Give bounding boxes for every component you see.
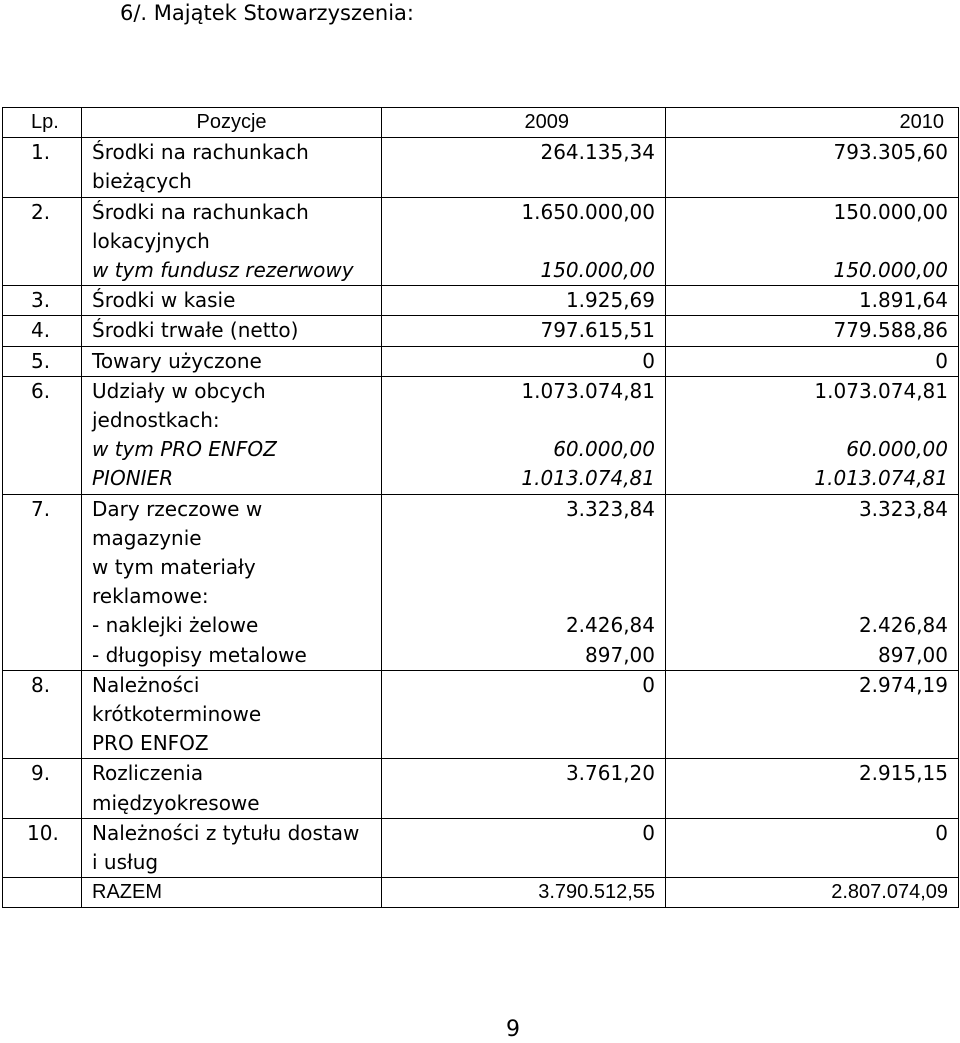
- table-row: [3, 286, 959, 316]
- position-line: reklamowe:: [92, 584, 209, 609]
- row-position: [82, 286, 382, 316]
- position-line: magazynie: [92, 525, 202, 550]
- table-row: [3, 346, 959, 376]
- table-row: [3, 670, 959, 759]
- row-lp: 10.: [3, 818, 82, 877]
- value-line: 0: [642, 672, 655, 697]
- position-line: Należności z tytułu dostaw: [92, 820, 360, 845]
- table-row: [3, 494, 959, 670]
- position-line: w tym materiały: [92, 555, 256, 580]
- value-line: 1.073.074,81: [814, 378, 948, 403]
- position-line: Środki w kasie: [92, 288, 236, 313]
- position-line: lokacyjnych: [92, 228, 210, 253]
- value-line: 150.000,00: [833, 199, 948, 224]
- value-2009: [382, 818, 666, 877]
- value-line: 793.305,60: [833, 140, 948, 165]
- value-2010: 0: [666, 346, 959, 376]
- position-line: Należności: [92, 672, 200, 697]
- total-2009: 3.790.512,55: [382, 878, 666, 908]
- row-position: [82, 138, 382, 197]
- row-position: [82, 197, 382, 286]
- value-line: 3.323,84: [858, 496, 948, 521]
- value-subline: 150.000,00: [540, 258, 655, 282]
- table-row: [3, 376, 959, 494]
- value-2009: [382, 138, 666, 197]
- row-position: [82, 346, 382, 376]
- table-row: [3, 138, 959, 197]
- table-row: [3, 316, 959, 346]
- value-subline: 2.426,84: [858, 613, 948, 638]
- value-subline: 150.000,00: [833, 258, 948, 282]
- row-position: [82, 376, 382, 494]
- value-2010: [666, 759, 959, 818]
- value-2009: [382, 494, 666, 670]
- row-position: [82, 759, 382, 818]
- table-row: [3, 197, 959, 286]
- value-line: 0: [935, 820, 948, 845]
- value-subline: 60.000,00: [553, 437, 655, 462]
- position-line: Dary rzeczowe w: [92, 496, 263, 521]
- row-lp: 6.: [3, 376, 82, 494]
- row-lp: 3.: [3, 286, 82, 316]
- position-line: i usług: [92, 850, 159, 875]
- position-line: - długopisy metalowe: [92, 642, 307, 667]
- value-line: 2.974,19: [858, 672, 948, 697]
- row-lp: 4.: [3, 316, 82, 346]
- position-subline: PIONIER: [92, 466, 174, 491]
- position-line: PRO ENFOZ: [92, 731, 209, 756]
- table-row: [3, 818, 959, 877]
- value-subline: 1.013.074,81: [814, 466, 948, 491]
- value-2010: [666, 376, 959, 494]
- row-lp: 1.: [3, 138, 82, 197]
- total-label: RAZEM: [82, 878, 382, 908]
- value-2010: [666, 494, 959, 670]
- value-2010: [666, 197, 959, 286]
- table-header-row: [3, 108, 959, 138]
- value-subline: 60.000,00: [846, 437, 948, 462]
- value-2009: 1.925,69: [382, 286, 666, 316]
- row-lp: 7.: [3, 494, 82, 670]
- position-line: bieżących: [92, 169, 192, 194]
- row-position: [82, 494, 382, 670]
- row-position: [82, 818, 382, 877]
- value-subline: 2.426,84: [565, 613, 655, 638]
- value-2010: 1.891,64: [666, 286, 959, 316]
- row-lp: 5.: [3, 346, 82, 376]
- total-row: [3, 878, 959, 908]
- row-position: [82, 670, 382, 759]
- value-2010: 779.588,86: [666, 316, 959, 346]
- header-pozycje: Pozycje: [82, 108, 382, 138]
- assets-table: [2, 107, 959, 908]
- total-lp: [3, 878, 82, 908]
- value-line: 264.135,34: [540, 140, 655, 165]
- value-2010: [666, 818, 959, 877]
- value-line: 1.650.000,00: [521, 199, 655, 224]
- position-line: Rozliczenia: [92, 761, 204, 786]
- value-line: 2.915,15: [858, 761, 948, 786]
- row-lp: 9.: [3, 759, 82, 818]
- row-lp: 8.: [3, 670, 82, 759]
- position-subline: w tym fundusz rezerwowy: [92, 258, 354, 283]
- value-2009: 797.615,51: [382, 316, 666, 346]
- value-2009: 0: [382, 346, 666, 376]
- value-subline: 897,00: [585, 642, 655, 667]
- value-2009: [382, 670, 666, 759]
- page-number: 9: [506, 1017, 520, 1042]
- position-subline: w tym PRO ENFOZ: [92, 437, 277, 462]
- table-row: [3, 759, 959, 818]
- header-2009: 2009: [382, 108, 666, 138]
- header-2010: 2010: [666, 108, 959, 138]
- value-line: 0: [642, 820, 655, 845]
- total-2010: 2.807.074,09: [666, 878, 959, 908]
- position-line: Udziały w obcych: [92, 378, 266, 403]
- position-line: międzyokresowe: [92, 790, 260, 815]
- value-2009: [382, 376, 666, 494]
- row-position: [82, 316, 382, 346]
- value-subline: 1.013.074,81: [521, 466, 655, 491]
- position-line: jednostkach:: [92, 408, 220, 433]
- value-line: 1.073.074,81: [521, 378, 655, 403]
- value-line: 3.323,84: [565, 496, 655, 521]
- position-line: - naklejki żelowe: [92, 613, 259, 638]
- position-line: Środki trwałe (netto): [92, 318, 299, 343]
- value-2010: [666, 670, 959, 759]
- position-line: Środki na rachunkach: [92, 199, 309, 224]
- position-line: Towary użyczone: [92, 348, 262, 373]
- value-subline: 897,00: [878, 642, 948, 667]
- value-2009: [382, 197, 666, 286]
- section-heading: 6/. Majątek Stowarzyszenia:: [120, 1, 414, 25]
- value-2009: [382, 759, 666, 818]
- position-line: Środki na rachunkach: [92, 140, 309, 165]
- header-lp: Lp.: [3, 108, 82, 138]
- value-2010: [666, 138, 959, 197]
- position-line: krótkoterminowe: [92, 702, 262, 727]
- row-lp: 2.: [3, 197, 82, 286]
- value-line: 3.761,20: [565, 761, 655, 786]
